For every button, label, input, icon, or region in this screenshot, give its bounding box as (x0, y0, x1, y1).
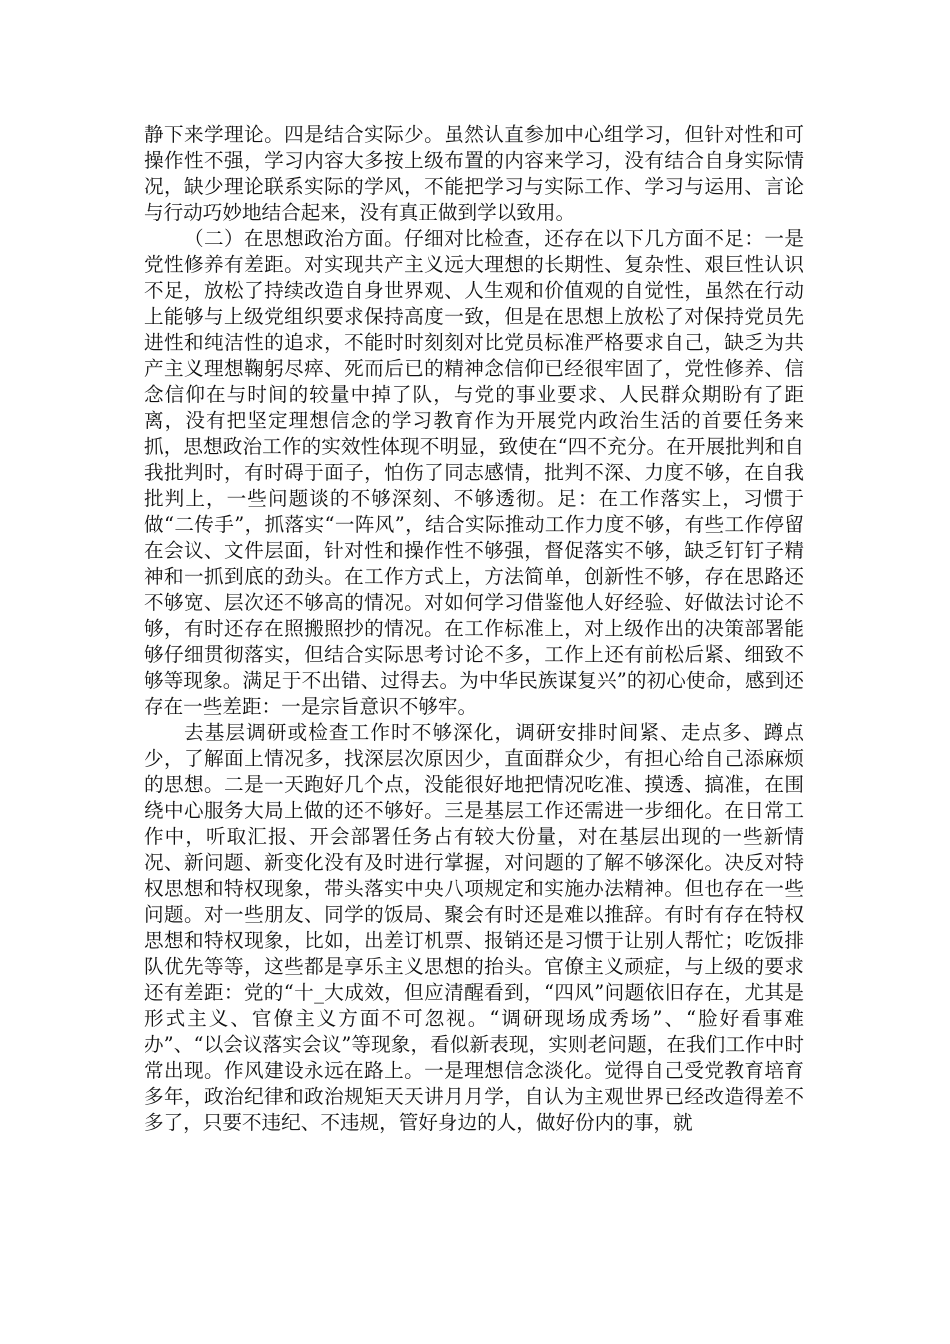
paragraph-1: 静下来学理论。四是结合实际少。虽然认直参加中心组学习，但针对性和可操作性不强，学习内容大多按上级布置的内容来学习，没有结合自身实际情况，缺少理论联系实际的学风，不能把学习与实际工作、学习与运用、言论与行动巧妙地结合起来，没有真正做到学以致用。 (144, 123, 804, 224)
paragraph-2: （二）在思想政治方面。仔细对比检查，还存在以下几方面不足：一是党性修养有差距。对实现共产主义远大理想的长期性、复杂性、艰巨性认识不足，放松了持续改造自身世界观、人生观和价值观的自觉性，虽然在行动上能够与上级党组织要求保持高度一致，但是在思想上放松了对保持党员先进性和纯洁性的追求，不能时时刻刻对比党员标准严格要求自己，缺乏为共产主义理想鞠躬尽瘁、死而后已的精神念信仰已经很牢固了，党性修养、信念信仰在与时间的较量中掉了队，与党的事业要求、人民群众期盼有了距离，没有把坚定理想信念的学习教育作为开展党内政治生活的首要任务来抓，思想政治工作的实效性体现不明显，致使在“四不充分。在开展批判和自我批判时，有时碍于面子，怕伤了同志感情，批判不深、力度不够，在自我批判上，一些问题谈的不够深刻、不够透彻。足：在工作落实上，习惯于做“二传手”，抓落实“一阵风”，结合实际推动工作力度不够，有些工作停留在会议、文件层面，针对性和操作性不够强，督促落实不够，缺乏钉钉子精神和一抓到底的劲头。在工作方式上，方法简单，创新性不够，存在思路还不够宽、层次还不够高的情况。对如何学习借鉴他人好经验、好做法讨论不够，有时还存在照搬照抄的情况。在工作标准上，对上级作出的决策部署能够仔细贯彻落实，但结合实际思考讨论不多，工作上还有前松后紧、细致不够等现象。满足于不出错、过得去。为中华民族谋复兴”的初心使命，感到还存在一些差距：一是宗旨意识不够牢。 (144, 227, 804, 718)
document-body (144, 122, 804, 1136)
paragraph-3: 去基层调研或检查工作时不够深化，调研安排时间紧、走点多、蹲点少，了解面上情况多，找深层次原因少，直面群众少，有担心给自己添麻烦的思想。二是一天跑好几个点，没能很好地把情况吃准、摸透、搞准，在围绕中心服务大局上做的还不够好。三是基层工作还需进一步细化。在日常工作中，听取汇报、开会部署任务占有较大份量，对在基层出现的一些新情况、新问题、新变化没有及时进行掌握，对问题的了解不够深化。决反对特权思想和特权现象，带头落实中央八项规定和实施办法精神。但也存在一些问题。对一些朋友、同学的饭局、聚会有时还是难以推辞。有时有存在特权思想和特权现象，比如，出差订机票、报销还是习惯于让别人帮忙；吃饭排队优先等等，这些都是享乐主义思想的抬头。官僚主义顽症，与上级的要求还有差距：党的“十_大成效，但应清醒看到，“四风”问题依旧存在，尤其是形式主义、官僚主义方面不可忽视。“调研现场成秀场”、“脸好看事难办”、“以会议落实会议”等现象，看似新表现，实则老问题，在我们工作中时常出现。作风建设永远在路上。一是理想信念淡化。觉得自己受党教育培育多年，政治纪律和政治规矩天天讲月月学，自认为主观世界已经改造得差不多了，只要不违纪、不违规，管好身边的人，做好份内的事，就 (144, 721, 804, 1134)
